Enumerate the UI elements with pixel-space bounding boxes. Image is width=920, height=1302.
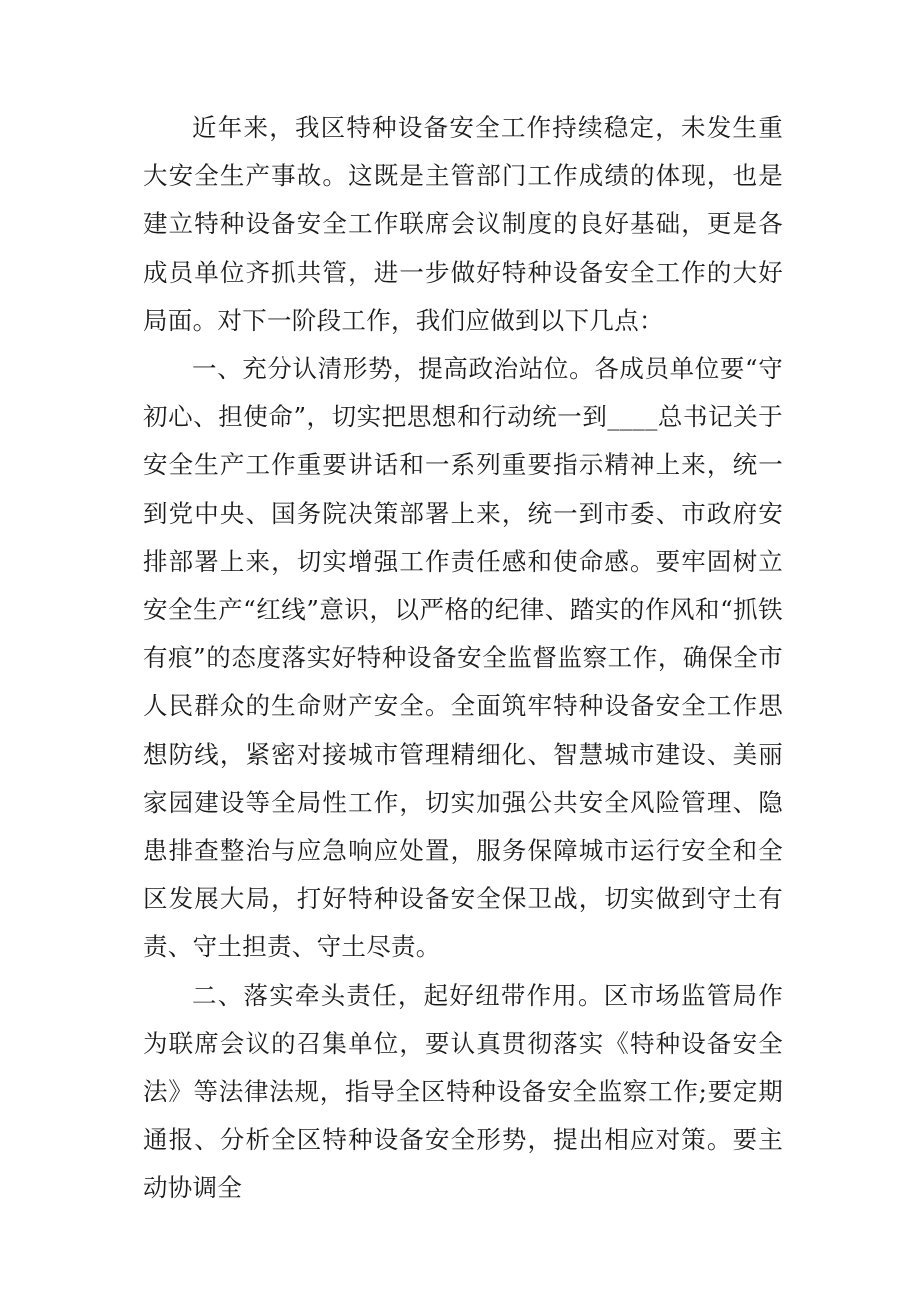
paragraph-point-two: 二、落实牵头责任，起好纽带作用。区市场监管局作为联席会议的召集单位，要认真贯彻落实《特种设备安全法》等法律法规，指导全区特种设备安全监察工作;要定期通报、分析全区特种设备安全形势，提出相应对策。要主动协调全 [143, 980, 783, 1203]
paragraph-point-one: 一、充分认清形势，提高政治站位。各成员单位要“守初心、担使命”，切实把思想和行动统一到____总书记关于安全生产工作重要讲话和一系列重要指示精神上来，统一到党中央、国务院决策部署上来，统一到市委、市政府安排部署上来，切实增强工作责任感和使命感。要牢固树立安全生产“红线”意识，以严格的纪律、踏实的作风和“抓铁有痕”的态度落实好特种设备安全监督监察工作，确保全市人民群众的生命财产安全。全面筑牢特种设备安全工作思想防线，紧密对接城市管理精细化、智慧城市建设、美丽家园建设等全局性工作，切实加强公共安全风险管理、隐患排查整治与应急响应处置，服务保障城市运行安全和全区发展大局，打好特种设备安全保卫战，切实做到守土有责、守土担责、守土尽责。 [143, 354, 783, 962]
paragraph-intro: 近年来，我区特种设备安全工作持续稳定，未发生重大安全生产事故。这既是主管部门工作成绩的体现，也是建立特种设备安全工作联席会议制度的良好基础，更是各成员单位齐抓共管，进一步做好特种设备安全工作的大好局面。对下一阶段工作，我们应做到以下几点： [143, 113, 783, 335]
document-body [143, 104, 783, 1213]
